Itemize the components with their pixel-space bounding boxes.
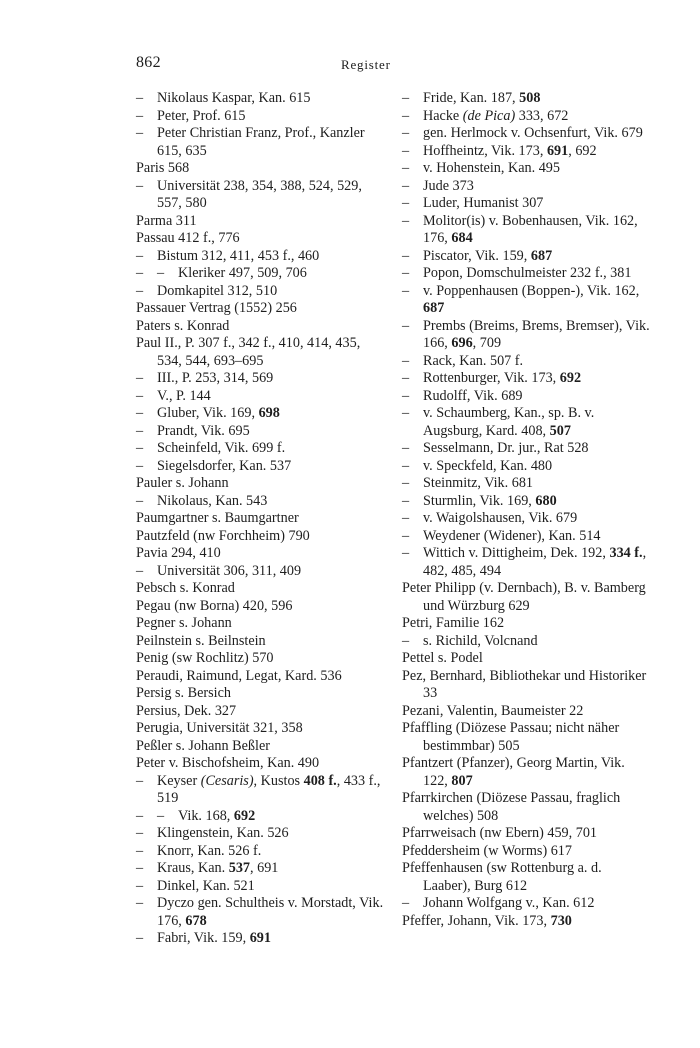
entry-text: Prembs (Breims, Brems, Bremser), Vik. 166, xyxy=(423,317,650,351)
index-entry xyxy=(136,388,386,406)
index-entry xyxy=(402,895,652,913)
index-entry xyxy=(136,668,386,686)
entry-text: Steinmitz, Vik. 681 xyxy=(423,475,534,491)
entry-text: Pegner s. Johann xyxy=(136,615,232,631)
repeat-dash: – xyxy=(136,90,144,106)
repeat-dash: – xyxy=(402,125,410,141)
repeat-dash: – xyxy=(136,492,144,509)
index-entry xyxy=(136,598,386,616)
repeat-dash: – xyxy=(402,895,410,911)
index-entry xyxy=(136,458,386,476)
index-entry xyxy=(402,195,652,213)
repeat-dash: – xyxy=(402,282,410,299)
entry-text: Rottenburger, Vik. 173, xyxy=(423,370,560,386)
repeat-dash: – xyxy=(136,895,144,911)
entry-text: Parma 311 xyxy=(136,212,197,229)
repeat-dash: – xyxy=(402,405,410,421)
entry-text: Hacke xyxy=(423,107,463,124)
index-entry xyxy=(136,493,386,511)
index-entry xyxy=(136,878,386,896)
entry-main-reference: 696 xyxy=(451,335,473,351)
index-entry xyxy=(136,738,386,756)
repeat-dash: – xyxy=(157,265,165,281)
entry-main-reference: 680 xyxy=(535,492,557,509)
index-entry xyxy=(136,125,386,160)
entry-text: , 433 f., 519 xyxy=(157,772,381,806)
repeat-dash: – xyxy=(136,930,144,946)
index-entry xyxy=(402,790,652,825)
index-entry xyxy=(136,650,386,668)
index-entry xyxy=(136,283,386,301)
repeat-dash: – xyxy=(402,352,410,369)
index-entry xyxy=(136,440,386,458)
index-entry xyxy=(136,423,386,441)
repeat-dash: – xyxy=(402,510,410,526)
index-entry xyxy=(402,458,652,476)
repeat-dash: – xyxy=(136,247,144,264)
entry-text: Pfaffling (Diözese Passau; nicht näher bestimmbar) 505 xyxy=(402,720,620,754)
repeat-dash: – xyxy=(136,282,144,299)
entry-text: Pfeffenhausen (sw Rottenburg a. d. Laaber), Burg 612 xyxy=(402,860,602,894)
entry-text: Pfarrkirchen (Diözese Passau, fraglich welches) 508 xyxy=(402,790,621,824)
entry-text: Nikolaus, Kan. 543 xyxy=(157,492,268,509)
index-entry xyxy=(136,580,386,598)
index-entry xyxy=(136,265,386,283)
entry-text: Persig s. Bersich xyxy=(136,685,231,701)
repeat-dash: – xyxy=(136,457,144,474)
entry-text: Nikolaus Kaspar, Kan. 615 xyxy=(157,90,311,106)
repeat-dash: – xyxy=(402,475,410,491)
entry-main-reference: 698 xyxy=(258,405,280,421)
repeat-dash: – xyxy=(402,457,410,474)
entry-text: Scheinfeld, Vik. 699 f. xyxy=(157,440,286,456)
entry-text: Peter Christian Franz, Prof., Kanzler 615, 635 xyxy=(157,125,365,159)
entry-main-reference: 507 xyxy=(549,422,571,439)
index-entry xyxy=(136,563,386,581)
entry-text: V., P. 144 xyxy=(157,387,211,404)
entry-text: Molitor(is) v. Bobenhausen, Vik. 162, 176, xyxy=(423,212,638,246)
index-entry xyxy=(136,90,386,108)
entry-text: Hoffheintz, Vik. 173, xyxy=(423,142,547,159)
index-entry xyxy=(402,370,652,388)
index-entry xyxy=(136,825,386,843)
repeat-dash: – xyxy=(402,370,410,386)
index-entry xyxy=(402,353,652,371)
entry-text: v. Poppenhausen (Boppen-), Vik. 162, xyxy=(423,282,640,299)
repeat-dash: – xyxy=(402,545,410,561)
index-entry xyxy=(402,90,652,108)
entry-text: Dinkel, Kan. 521 xyxy=(157,877,255,894)
running-title: Register xyxy=(341,57,391,72)
entry-text: Piscator, Vik. 159, xyxy=(423,247,531,264)
entry-text: Peter Philipp (v. Dernbach), B. v. Bamberg und Würzburg 629 xyxy=(402,580,646,614)
repeat-dash: – xyxy=(157,807,165,824)
entry-text: s. Richild, Volcnand xyxy=(423,632,538,649)
entry-text: Kraus, Kan. xyxy=(157,860,229,876)
entry-text: Sesselmann, Dr. jur., Rat 528 xyxy=(423,440,589,456)
index-entry xyxy=(402,213,652,248)
index-entry xyxy=(402,108,652,126)
index-entry xyxy=(402,720,652,755)
repeat-dash: – xyxy=(402,142,410,159)
index-entry xyxy=(402,703,652,721)
entry-text: gen. Herlmock v. Ochsenfurt, Vik. 679 xyxy=(423,125,643,141)
repeat-dash: – xyxy=(136,107,144,124)
index-entry xyxy=(402,178,652,196)
index-entry xyxy=(402,248,652,266)
entry-main-reference: 334 f. xyxy=(609,545,643,561)
index-entry xyxy=(402,650,652,668)
entry-text: v. Hohenstein, Kan. 495 xyxy=(423,160,560,176)
repeat-dash: – xyxy=(136,842,144,859)
entry-text: Paul II., P. 307 f., 342 f., 410, 414, 435, 534, 544, 693–695 xyxy=(136,335,361,369)
entry-text: Pauler s. Johann xyxy=(136,475,229,491)
index-entry xyxy=(136,318,386,336)
index-entry xyxy=(136,178,386,213)
index-entry xyxy=(402,388,652,406)
entry-text: Rudolff, Vik. 689 xyxy=(423,387,523,404)
index-entry xyxy=(402,160,652,178)
entry-text: Fride, Kan. 187, xyxy=(423,90,520,106)
index-entry xyxy=(136,808,386,826)
index-entry xyxy=(402,755,652,790)
index-entry xyxy=(136,545,386,563)
index-entry xyxy=(136,528,386,546)
entry-text: Pez, Bernhard, Bibliothekar und Historiker 33 xyxy=(402,667,647,701)
index-entry xyxy=(136,510,386,528)
entry-text: Popon, Domschulmeister 232 f., 381 xyxy=(423,265,632,281)
entry-text: , Kustos xyxy=(253,772,304,789)
entry-text: Peßler s. Johann Beßler xyxy=(136,737,270,754)
repeat-dash: – xyxy=(402,90,410,106)
index-entry xyxy=(402,265,652,283)
index-entry xyxy=(136,773,386,808)
index-entry xyxy=(402,440,652,458)
entry-main-reference: 691 xyxy=(249,930,271,946)
entry-text: Pautzfeld (nw Forchheim) 790 xyxy=(136,527,310,544)
index-entry xyxy=(402,633,652,651)
entry-text: Peter v. Bischofsheim, Kan. 490 xyxy=(136,755,320,771)
repeat-dash: – xyxy=(136,562,144,579)
repeat-dash: – xyxy=(402,212,410,229)
entry-text: , 691 xyxy=(250,860,279,876)
index-entry xyxy=(136,895,386,930)
index-entry xyxy=(402,283,652,318)
entry-text: Paumgartner s. Baumgartner xyxy=(136,510,299,526)
repeat-dash: – xyxy=(136,825,144,841)
entry-text: Pavia 294, 410 xyxy=(136,545,221,561)
index-entry xyxy=(136,930,386,948)
index-entry xyxy=(402,843,652,861)
index-entry xyxy=(402,405,652,440)
entry-text: Penig (sw Rochlitz) 570 xyxy=(136,650,274,666)
repeat-dash: – xyxy=(402,440,410,456)
index-entry xyxy=(136,720,386,738)
entry-italic: (Cesaris) xyxy=(200,772,254,789)
entry-text: Rack, Kan. 507 f. xyxy=(423,352,524,369)
entry-main-reference: 537 xyxy=(228,860,250,876)
entry-text: v. Speckfeld, Kan. 480 xyxy=(423,457,553,474)
index-entry xyxy=(402,668,652,703)
repeat-dash: – xyxy=(136,422,144,439)
index-entry xyxy=(136,213,386,231)
index-entry xyxy=(136,300,386,318)
entry-text: Paris 568 xyxy=(136,160,190,176)
index-entry xyxy=(136,230,386,248)
index-entry xyxy=(136,703,386,721)
entry-main-reference: 408 f. xyxy=(303,772,337,789)
entry-text: Universität 306, 311, 409 xyxy=(157,562,302,579)
entry-text: Jude 373 xyxy=(423,177,474,194)
index-entry xyxy=(136,248,386,266)
index-entry xyxy=(402,125,652,143)
entry-italic: (de Pica) xyxy=(462,107,516,124)
repeat-dash: – xyxy=(136,440,144,456)
index-entry xyxy=(402,860,652,895)
repeat-dash: – xyxy=(402,317,410,334)
index-entry xyxy=(402,475,652,493)
entry-text: Passauer Vertrag (1552) 256 xyxy=(136,300,297,316)
entry-text: , 709 xyxy=(472,335,502,351)
entry-text: Passau 412 f., 776 xyxy=(136,230,240,246)
index-column-right xyxy=(402,90,652,930)
repeat-dash: – xyxy=(402,632,410,649)
entry-text: Luder, Humanist 307 xyxy=(423,195,544,211)
entry-text: Johann Wolfgang v., Kan. 612 xyxy=(423,895,595,911)
entry-text: Klingenstein, Kan. 526 xyxy=(157,825,289,841)
entry-text: Peraudi, Raimund, Legat, Kard. 536 xyxy=(136,667,342,684)
page-number: 862 xyxy=(136,54,161,71)
index-entry xyxy=(402,528,652,546)
entry-text: Gluber, Vik. 169, xyxy=(157,405,259,421)
entry-text: Peilnstein s. Beilnstein xyxy=(136,632,266,649)
repeat-dash: – xyxy=(136,860,144,876)
repeat-dash: – xyxy=(402,492,410,509)
repeat-dash: – xyxy=(402,160,410,176)
repeat-dash: – xyxy=(136,877,144,894)
entry-text: Kleriker 497, 509, 706 xyxy=(178,265,307,281)
entry-text: , 482, 485, 494 xyxy=(423,545,647,579)
index-entry xyxy=(402,545,652,580)
entry-text: Persius, Dek. 327 xyxy=(136,702,237,719)
index-entry xyxy=(136,860,386,878)
entry-main-reference: 692 xyxy=(233,807,256,824)
index-entry xyxy=(136,755,386,773)
entry-text: Vik. 168, xyxy=(178,807,234,824)
entry-text: Pezani, Valentin, Baumeister 22 xyxy=(402,702,584,719)
index-entry xyxy=(136,370,386,388)
index-column-left xyxy=(136,90,386,948)
entry-text: Petri, Familie 162 xyxy=(402,615,505,631)
entry-main-reference: 730 xyxy=(550,912,572,929)
entry-text: Paters s. Konrad xyxy=(136,317,230,334)
repeat-dash: – xyxy=(136,370,144,386)
entry-text: , 692 xyxy=(568,142,597,159)
entry-text: Perugia, Universität 321, 358 xyxy=(136,720,303,736)
entry-text: Peter, Prof. 615 xyxy=(157,107,246,124)
index-entry xyxy=(402,318,652,353)
index-entry xyxy=(402,510,652,528)
repeat-dash: – xyxy=(402,265,410,281)
index-entry xyxy=(136,843,386,861)
repeat-dash: – xyxy=(402,387,410,404)
repeat-dash: – xyxy=(136,177,144,194)
entry-text: Dyczo gen. Schultheis v. Morstadt, Vik. 176, xyxy=(157,895,384,929)
repeat-dash: – xyxy=(402,177,410,194)
entry-main-reference: 691 xyxy=(546,142,569,159)
index-entry xyxy=(402,913,652,931)
entry-text: Pfantzert (Pfanzer), Georg Martin, Vik. 122, xyxy=(402,755,625,789)
index-entry xyxy=(402,580,652,615)
entry-text: Fabri, Vik. 159, xyxy=(157,930,250,946)
index-entry xyxy=(136,405,386,423)
index-entry xyxy=(136,633,386,651)
entry-text: Bistum 312, 411, 453 f., 460 xyxy=(157,247,320,264)
entry-text: v. Schaumberg, Kan., sp. B. v. Augsburg, Kard. 408, xyxy=(423,405,595,439)
entry-text: Pettel s. Podel xyxy=(402,650,483,666)
index-entry xyxy=(402,615,652,633)
repeat-dash: – xyxy=(136,125,144,141)
entry-main-reference: 807 xyxy=(451,772,473,789)
entry-text: Pfeddersheim (w Worms) 617 xyxy=(402,842,572,859)
repeat-dash: – xyxy=(402,247,410,264)
entry-text: Pfeffer, Johann, Vik. 173, xyxy=(402,912,551,929)
repeat-dash: – xyxy=(402,107,410,124)
index-entry xyxy=(136,108,386,126)
entry-text: Sturmlin, Vik. 169, xyxy=(423,492,536,509)
index-entry xyxy=(136,160,386,178)
index-entry xyxy=(136,475,386,493)
repeat-dash: – xyxy=(402,195,410,211)
repeat-dash: – xyxy=(136,807,144,824)
entry-text: Domkapitel 312, 510 xyxy=(157,282,278,299)
entry-text: Pfarrweisach (nw Ebern) 459, 701 xyxy=(402,825,598,841)
entry-text: Universität 238, 354, 388, 524, 529, 557, 580 xyxy=(157,177,362,211)
entry-main-reference: 692 xyxy=(559,370,582,386)
index-entry xyxy=(402,143,652,161)
entry-main-reference: 687 xyxy=(530,247,553,264)
index-entry xyxy=(402,825,652,843)
entry-main-reference: 508 xyxy=(519,90,541,106)
entry-text: Wittich v. Dittigheim, Dek. 192, xyxy=(423,545,610,561)
entry-text: Pegau (nw Borna) 420, 596 xyxy=(136,597,293,614)
entry-text: Keyser xyxy=(157,772,201,789)
entry-text: Weydener (Widener), Kan. 514 xyxy=(423,527,601,544)
index-entry xyxy=(136,615,386,633)
index-entry xyxy=(136,335,386,370)
entry-text: Knorr, Kan. 526 f. xyxy=(157,842,262,859)
entry-text: Prandt, Vik. 695 xyxy=(157,422,250,439)
repeat-dash: – xyxy=(402,527,410,544)
repeat-dash: – xyxy=(136,387,144,404)
entry-text: v. Waigolshausen, Vik. 679 xyxy=(423,510,578,526)
index-entry xyxy=(136,685,386,703)
index-entry xyxy=(402,493,652,511)
repeat-dash: – xyxy=(136,405,144,421)
entry-main-reference: 684 xyxy=(451,230,473,246)
entry-text: III., P. 253, 314, 569 xyxy=(157,370,274,386)
entry-text: Siegelsdorfer, Kan. 537 xyxy=(157,457,292,474)
repeat-dash: – xyxy=(136,265,144,281)
entry-main-reference: 687 xyxy=(423,300,445,316)
entry-text: Pebsch s. Konrad xyxy=(136,580,235,596)
repeat-dash: – xyxy=(136,772,144,789)
entry-text: 333, 672 xyxy=(515,107,569,124)
entry-main-reference: 678 xyxy=(185,912,207,929)
